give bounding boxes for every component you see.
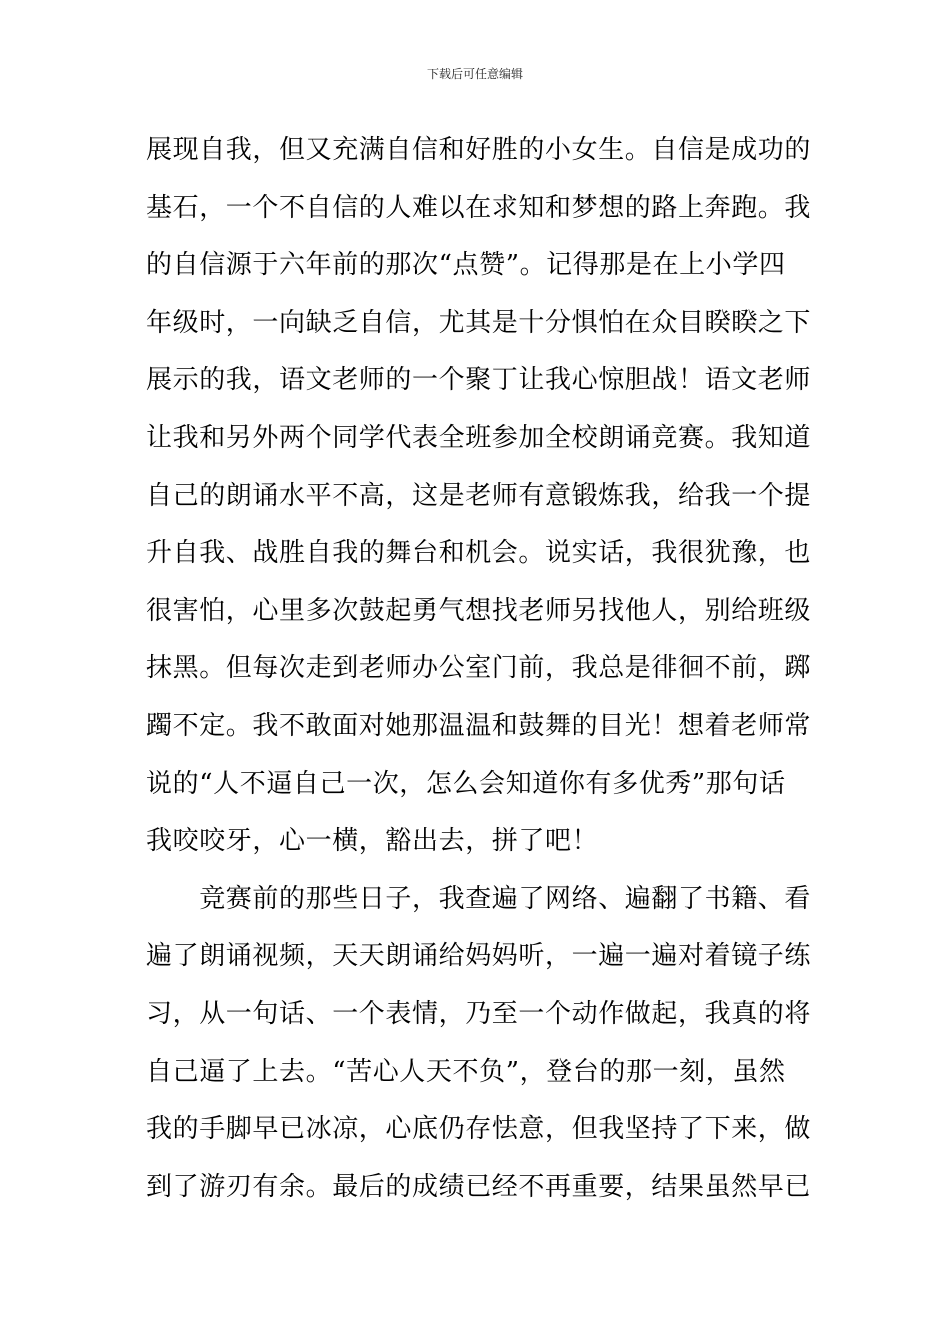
- text-line: 升自我、战胜自我的舞台和机会。说实话，我很犹豫，也: [146, 538, 812, 569]
- paragraph-start-line: 竞赛前的那些日子，我查遍了网络、遍翻了书籍、看: [146, 883, 812, 914]
- text-line: 展现自我，但又充满自信和好胜的小女生。自信是成功的: [146, 135, 812, 165]
- page-header: 下载后可任意编辑: [426, 67, 523, 81]
- text-line: 说的“人不逼自己一次，怎么会知道你有多优秀”那句话: [146, 768, 786, 799]
- text-line: 我的手脚早已冰凉，心底仍存怯意，但我坚持了下来，做: [146, 1114, 812, 1145]
- document-body: [146, 122, 812, 1216]
- text-line: 习，从一句话、一个表情，乃至一个动作做起，我真的将: [146, 998, 812, 1029]
- text-line: 遍了朗诵视频，天天朗诵给妈妈听，一遍一遍对着镜子练: [146, 941, 812, 972]
- text-line: 基石，一个不自信的人难以在求知和梦想的路上奔跑。我: [146, 192, 812, 223]
- text-line: 到了游刃有余。最后的成绩已经不再重要，结果虽然早已: [146, 1171, 812, 1202]
- text-line: 年级时，一向缺乏自信，尤其是十分惧怕在众目睽睽之下: [146, 307, 812, 338]
- text-line: 的自信源于六年前的那次“点赞”。记得那是在上小学四: [146, 250, 786, 281]
- text-line: 让我和另外两个同学代表全班参加全校朗诵竞赛。我知道: [146, 422, 812, 453]
- text-line: 我咬咬牙，心一横，豁出去，拼了吧！: [146, 826, 599, 857]
- text-line: 展示的我，语文老师的一个聚丁让我心惊胆战！语文老师: [146, 365, 812, 396]
- text-line: 抹黑。但每次走到老师办公室门前，我总是徘徊不前，踯: [146, 653, 812, 684]
- text-line: 躅不定。我不敢面对她那温温和鼓舞的目光！想着老师常: [146, 710, 812, 741]
- text-line: 自己逼了上去。“苦心人天不负”，登台的那一刻，虽然: [146, 1056, 786, 1087]
- text-line: 自己的朗诵水平不高，这是老师有意锻炼我，给我一个提: [146, 480, 812, 511]
- text-line: 很害怕，心里多次鼓起勇气想找老师另找他人，别给班级: [146, 595, 812, 626]
